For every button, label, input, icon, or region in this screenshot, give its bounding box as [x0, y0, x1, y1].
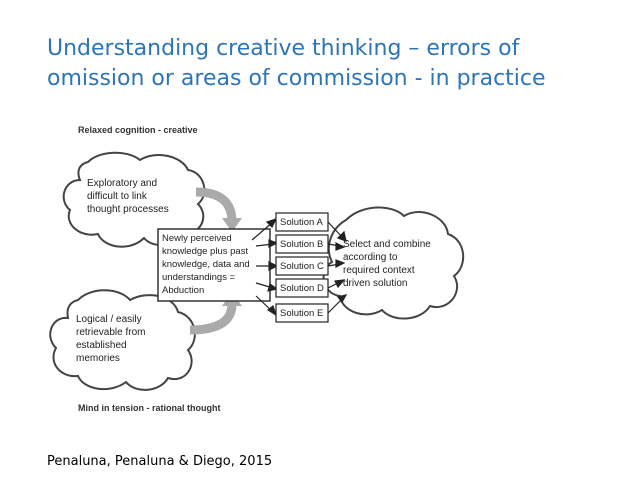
cloud-top-line-3: thought processes [87, 204, 169, 215]
cloud-bottom-line-1: Logical / easily [76, 314, 142, 325]
arrow-bottom-to-center [190, 304, 232, 330]
cloud-bottom-line-3: established [76, 340, 127, 351]
center-box-line-3: knowledge, data and [162, 259, 250, 270]
cloud-right-line-3: required context [343, 265, 415, 276]
cloud-right-line-2: according to [343, 252, 398, 263]
top-caption: Relaxed cognition - creative [78, 125, 198, 135]
cloud-right-line-4: driven solution [343, 278, 408, 289]
bottom-caption: Mind in tension - rational thought [78, 403, 221, 413]
solution-label-a: Solution A [280, 217, 323, 228]
center-box-line-4: understandings = [162, 272, 236, 283]
center-box-line-1: Newly perceived [162, 233, 232, 244]
cloud-bottom-line-4: memories [76, 353, 120, 364]
center-box-line-5: Abduction [162, 285, 205, 296]
center-box-line-2: knowledge plus past [162, 246, 249, 257]
solution-label-c: Solution C [280, 261, 324, 272]
solution-label-d: Solution D [280, 283, 324, 294]
title-line-1: Understanding creative thinking – errors of [47, 36, 520, 61]
cloud-top-line-2: difficult to link [87, 191, 147, 202]
citation: Penaluna, Penaluna & Diego, 2015 [47, 454, 273, 469]
solution-label-b: Solution B [280, 239, 324, 250]
title-line-2: omission or areas of commission - in practice [47, 66, 546, 91]
cloud-top-line-1: Exploratory and [87, 178, 158, 189]
cloud-right-line-1: Select and combine [343, 239, 431, 250]
cloud-bottom-line-2: retrievable from [76, 327, 146, 338]
solution-label-e: Solution E [280, 308, 324, 319]
